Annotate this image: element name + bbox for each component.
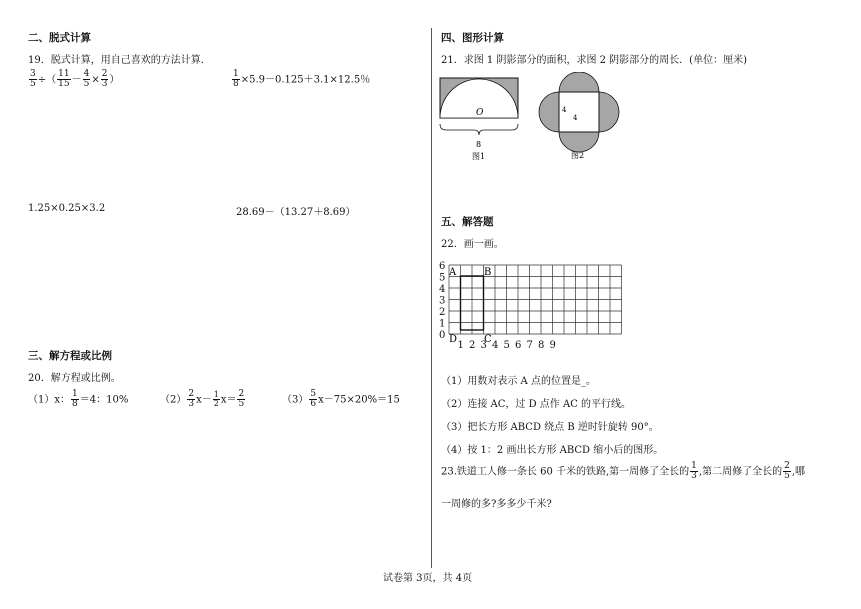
point-a-label: A <box>449 267 457 278</box>
section-3-title: 三、解方程或比例 <box>28 350 112 362</box>
fig2-right-semicircle <box>599 92 619 132</box>
q23-line2: 一周修的多?多多少千米? <box>441 499 552 510</box>
coordinate-grid <box>436 258 628 356</box>
q20-prompt: 20．解方程或比例。 <box>28 373 121 384</box>
y-tick-label: 1 <box>439 318 446 330</box>
q20-eq3: （3） $\frac{5}{6}$ x－75×20%＝15 <box>282 389 400 410</box>
q22-item3: （3）把长方形 ABCD 绕点 B 逆时针旋转 90°。 <box>441 422 659 433</box>
fig2-left-semicircle <box>539 92 559 132</box>
q23-line1: 23.铁道工人修一条长 60 千米的铁路,第一周修了全长的 $\frac{1}{3}$ ,第二周修了全长的 $\frac{2}{5}$ ,哪 <box>441 461 806 482</box>
x-tick-label: 3 <box>480 340 487 351</box>
y-tick-label: 0 <box>439 330 446 341</box>
x-tick-label: 5 <box>503 340 510 351</box>
q19-prompt: 19．脱式计算，用自己喜欢的方法计算. <box>28 55 204 66</box>
x-tick-label: 2 <box>469 340 476 351</box>
fig2-caption: 图2 <box>571 151 585 160</box>
q19-expr3: 1.25×0.25×3.2 <box>28 203 106 214</box>
point-c-label: C <box>484 334 492 345</box>
fraction: $\frac{3}{5}$ <box>30 69 36 90</box>
figure-2 <box>537 72 621 162</box>
fig1-caption: 图1 <box>472 152 486 161</box>
figure-1 <box>436 74 526 164</box>
point-d-label: D <box>449 334 458 345</box>
q22-item4: （4）按 1：2 画出长方形 ABCD 缩小后的图形。 <box>441 445 664 456</box>
q20-eq2: （2） $\frac{2}{3}$ x－ $\frac{1}{2}$ x＝ $\frac{2}{5}$ <box>160 389 245 410</box>
x-tick-label: 8 <box>538 340 545 351</box>
x-tick-label: 9 <box>549 340 556 351</box>
q21-prompt: 21．求图 1 阴影部分的面积，求图 2 阴影部分的周长．(单位：厘米) <box>441 55 747 66</box>
y-tick-label: 2 <box>439 307 446 318</box>
fig2-left-label: 4 <box>562 106 567 114</box>
fig1-width-label: 8 <box>476 140 482 149</box>
q20-eq1: （1）x： $\frac{1}{8}$ ＝4：10% <box>28 389 129 410</box>
column-divider <box>431 28 432 568</box>
y-tick-label: 4 <box>439 284 446 295</box>
q22-item1: （1）用数对表示 A 点的位置是_。 <box>441 376 596 387</box>
section-5-title: 五、解答题 <box>441 216 494 228</box>
q19-expr4: 28.69－（13.27＋8.69） <box>236 207 356 218</box>
x-tick-label: 6 <box>515 340 522 351</box>
page-footer: 试卷第 3页，共 4页 <box>383 573 473 584</box>
fig2-top-semicircle <box>559 72 599 92</box>
fig1-label-o: O <box>476 108 484 118</box>
section-4-title: 四、图形计算 <box>441 32 504 44</box>
y-tick-label: 3 <box>439 295 446 307</box>
fig2-inner-label: 4 <box>573 114 578 122</box>
q22-item2: （2）连接 AC，过 D 点作 AC 的平行线。 <box>441 399 632 410</box>
fig2-bottom-semicircle <box>559 132 599 152</box>
q19-expr2: $\frac{1}{8}$ ×5.9－0.125＋3.1×12.5％ <box>233 69 371 90</box>
section-2-title: 二、脱式计算 <box>28 32 91 44</box>
x-tick-label: 1 <box>457 340 464 351</box>
x-tick-label: 7 <box>526 340 533 351</box>
y-tick-label: 5 <box>439 272 446 284</box>
x-tick-label: 4 <box>492 340 499 351</box>
point-b-label: B <box>484 267 492 278</box>
q19-expr1: $\frac{3}{5}$ ÷（ $\frac{11}{15}$ － $\frac{4}{5}$ × $\frac{2}{3}$ ） <box>30 69 120 90</box>
fig1-brace <box>440 124 518 135</box>
q22-prompt: 22．画一画。 <box>441 239 504 250</box>
y-tick-label: 6 <box>439 261 446 272</box>
